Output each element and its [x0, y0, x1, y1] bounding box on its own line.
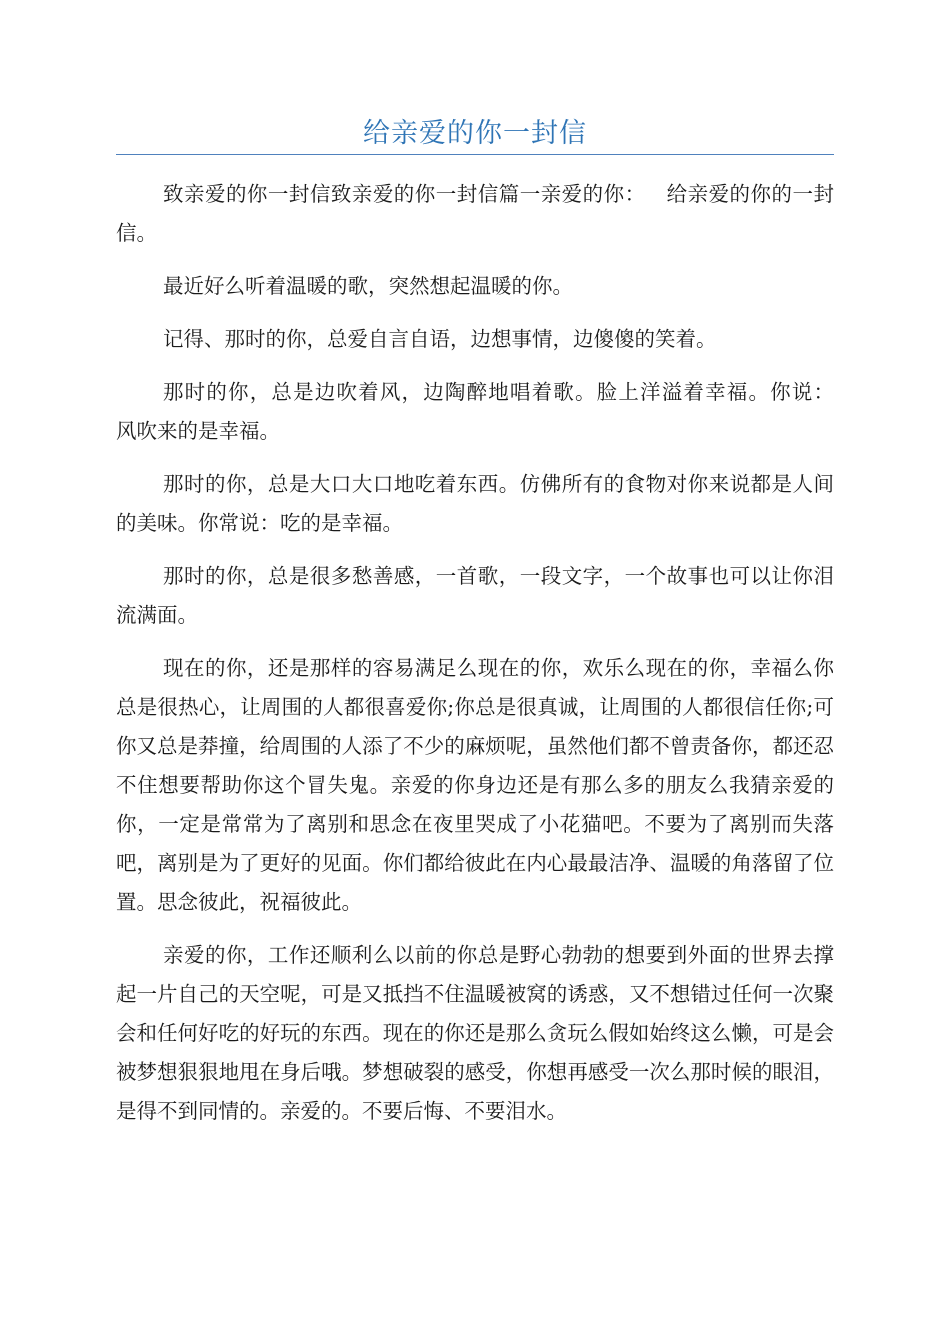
paragraph-4: 那时的你，总是边吹着风，边陶醉地唱着歌。脸上洋溢着幸福。你说： 风吹来的是幸福。: [116, 380, 854, 443]
paragraph-5: 那时的你，总是大口大口地吃着东西。仿佛所有的食物对你来说都是人间的美味。你常说：吃的是幸福。: [116, 472, 834, 535]
paragraph-6: 那时的你，总是很多愁善感，一首歌，一段文字，一个故事也可以让你泪流满面。: [116, 564, 834, 627]
paragraph-2: 最近好么听着温暖的歌，突然想起温暖的你。: [163, 274, 573, 298]
paragraph-3: 记得、那时的你，总爱自言自语，边想事情，边傻傻的笑着。: [163, 327, 717, 351]
paragraph-1: 致亲爱的你一封信致亲爱的你一封信篇一亲爱的你： 给亲爱的你的一封信。: [116, 182, 834, 245]
document-body: [116, 175, 854, 1145]
title-underline: [116, 154, 834, 155]
paragraph-8: 亲爱的你，工作还顺利么以前的你总是野心勃勃的想要到外面的世界去撑起一片自己的天空呢，可是又抵挡不住温暖被窝的诱惑，又不想错过任何一次聚会和任何好吃的好玩的东西。现在的你还是那么贪玩么假如始终这么懒，可是会被梦想狠狠地甩在身后哦。梦想破裂的感受，你想再感受一次么那时候的眼泪，是得不到同情的。亲爱的。不要后悔、不要泪水。: [116, 943, 834, 1123]
document-title: 给亲爱的你一封信: [363, 118, 587, 149]
paragraph-7: 现在的你，还是那样的容易满足么现在的你，欢乐么现在的你，幸福么你总是很热心，让周围的人都很喜爱你;你总是很真诚，让周围的人都很信任你;可你又总是莽撞，给周围的人添了不少的麻烦呢，虽然他们都不曾责备你，都还忍不住想要帮助你这个冒失鬼。亲爱的你身边还是有那么多的朋友么我猜亲爱的你，一定是常常为了离别和思念在夜里哭成了小花猫吧。不要为了离别而失落吧，离别是为了更好的见面。你们都给彼此在内心最最洁净、温暖的角落留了位置。思念彼此，祝福彼此。: [116, 656, 834, 914]
